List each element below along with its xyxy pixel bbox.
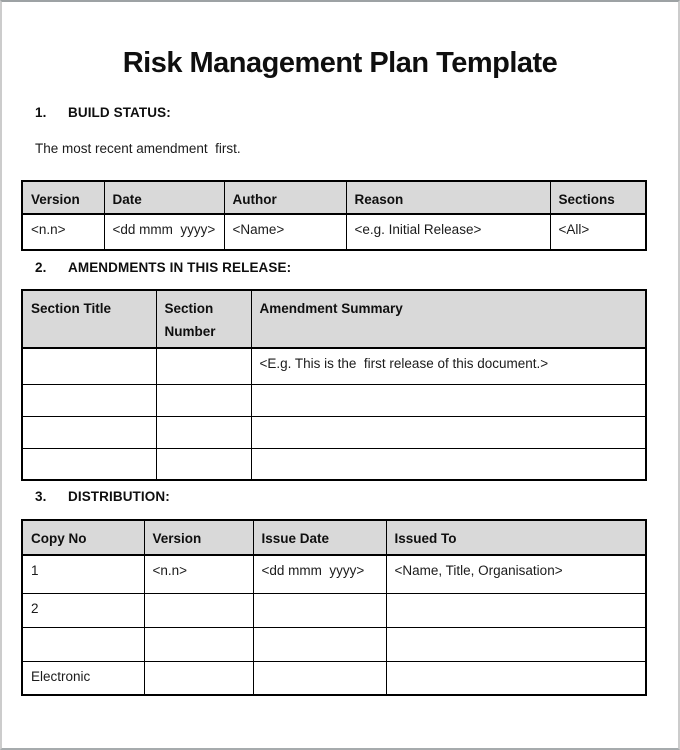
cell-issued-to [386, 593, 646, 627]
section-number: 1. [35, 105, 47, 120]
table-row [22, 416, 646, 448]
table-row [22, 593, 646, 627]
cell-amendment-summary [251, 448, 646, 480]
build-status-intro: The most recent amendment first. [35, 141, 241, 156]
cell-version [144, 661, 253, 695]
table-row [22, 661, 646, 695]
amendments-table [21, 289, 647, 481]
column-header-section-number: Section Number [156, 290, 251, 348]
table-row [22, 384, 646, 416]
cell-issue-date [253, 593, 386, 627]
table-row [22, 214, 646, 250]
table-row [22, 555, 646, 593]
distribution-table [21, 519, 647, 696]
table-header-row [22, 181, 646, 214]
cell-issue-date [253, 627, 386, 661]
section-number: 3. [35, 489, 47, 504]
cell-copy-no [22, 627, 144, 661]
column-header-issued-to: Issued To [386, 520, 646, 555]
cell-sections: <All> [550, 214, 646, 250]
table-header-row [22, 290, 646, 348]
cell-author: <Name> [224, 214, 346, 250]
column-header-date: Date [104, 181, 224, 214]
column-header-version: Version [144, 520, 253, 555]
cell-section-title [22, 416, 156, 448]
cell-version [144, 593, 253, 627]
table-row [22, 348, 646, 384]
cell-version: <n.n> [144, 555, 253, 593]
cell-section-title [22, 384, 156, 416]
cell-reason: <e.g. Initial Release> [346, 214, 550, 250]
column-header-section-title: Section Title [22, 290, 156, 348]
cell-version [144, 627, 253, 661]
cell-issue-date [253, 661, 386, 695]
table-row [22, 627, 646, 661]
section-heading-amendments [35, 260, 678, 276]
section-number: 2. [35, 260, 47, 275]
column-header-version: Version [22, 181, 104, 214]
cell-issue-date: <dd mmm yyyy> [253, 555, 386, 593]
cell-amendment-summary [251, 416, 646, 448]
section-label: BUILD STATUS: [68, 105, 171, 120]
column-header-sections: Sections [550, 181, 646, 214]
section-label: AMENDMENTS IN THIS RELEASE: [68, 260, 292, 275]
section-heading-build-status [35, 105, 678, 121]
cell-section-number [156, 416, 251, 448]
cell-issued-to: <Name, Title, Organisation> [386, 555, 646, 593]
cell-section-title [22, 348, 156, 384]
table-header-row [22, 520, 646, 555]
page-title: Risk Management Plan Template [122, 47, 558, 79]
cell-date: <dd mmm yyyy> [104, 214, 224, 250]
column-header-issue-date: Issue Date [253, 520, 386, 555]
cell-section-title [22, 448, 156, 480]
column-header-author: Author [224, 181, 346, 214]
cell-section-number [156, 348, 251, 384]
cell-copy-no: Electronic [22, 661, 144, 695]
table-row [22, 448, 646, 480]
cell-amendment-summary: <E.g. This is the first release of this document.> [251, 348, 646, 384]
cell-section-number [156, 384, 251, 416]
cell-version: <n.n> [22, 214, 104, 250]
section-heading-distribution [35, 489, 678, 505]
column-header-amendment-summary: Amendment Summary [251, 290, 646, 348]
cell-issued-to [386, 661, 646, 695]
cell-section-number [156, 448, 251, 480]
column-header-copy-no: Copy No [22, 520, 144, 555]
column-header-reason: Reason [346, 181, 550, 214]
cell-copy-no: 2 [22, 593, 144, 627]
cell-amendment-summary [251, 384, 646, 416]
build-status-table [21, 180, 647, 251]
section-label: DISTRIBUTION: [68, 489, 170, 504]
cell-copy-no: 1 [22, 555, 144, 593]
cell-issued-to [386, 627, 646, 661]
